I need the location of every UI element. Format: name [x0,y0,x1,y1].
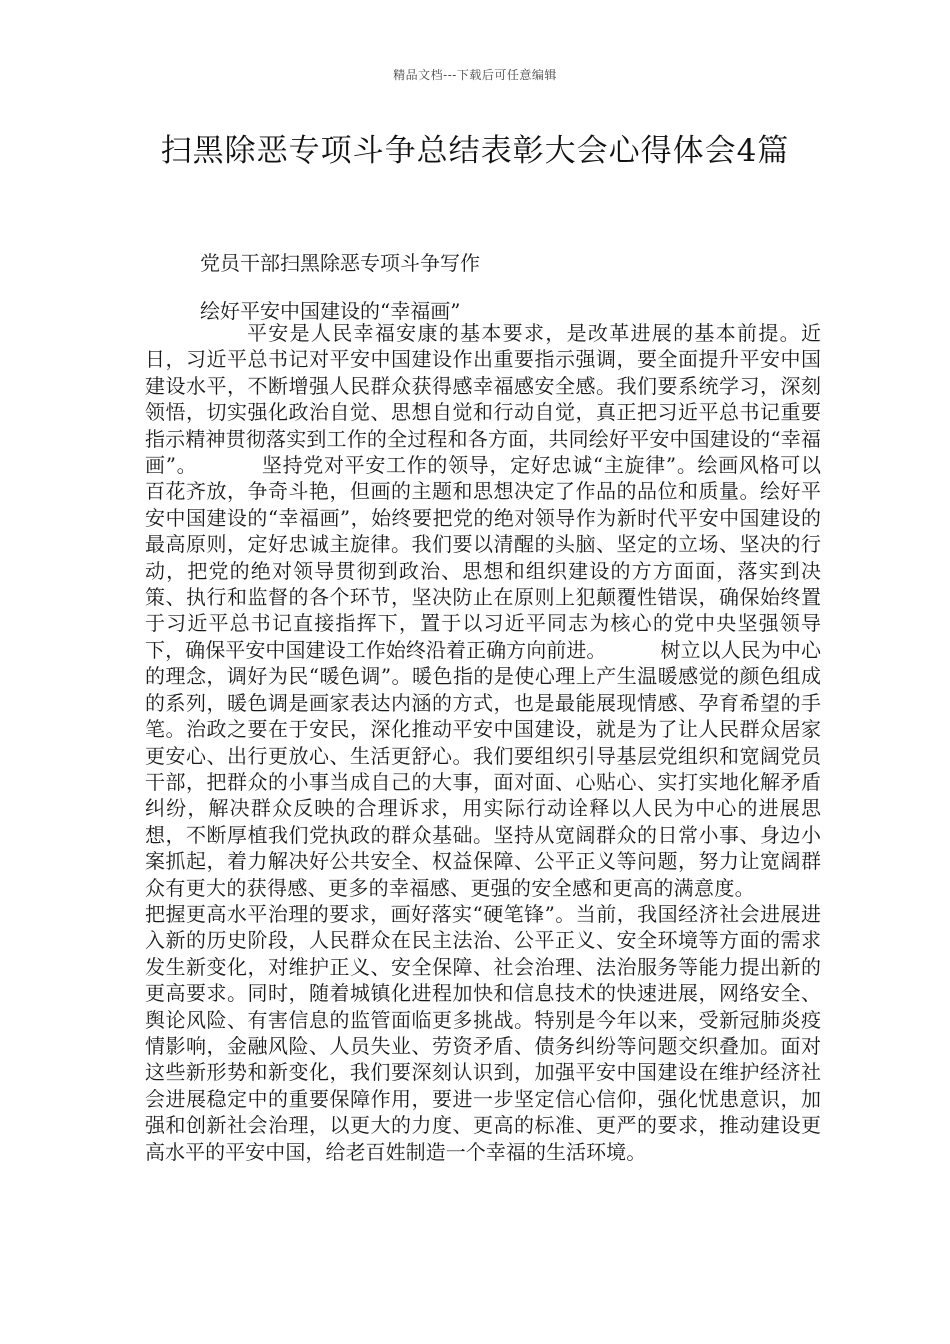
page-header: 精品文档---下载后可任意编辑 [393,68,557,82]
paragraph-2: 坚持党对平安工作的领导，定好忠诚“主旋律”。绘画风格可以百花齐放，争奇斗艳，但画的主题和思想决定了作品的品位和质量。绘好平安中国建设的“幸福画”，始终要把党的绝对领导作为新时代平安中国建设的最高原则，定好忠诚主旋律。我们要以清醒的头脑、坚定的立场、坚决的行动，把党的绝对领导贯彻到政治、思想和组织建设的方方面面，落实到决策、执行和监督的各个环节，坚决防止在原则上犯颠覆性错误，确保始终置于习近平总书记直接指挥下，置于以习近平同志为核心的党中央坚强领导下，确保平安中国建设工作始终沿着正确方向前进。 [145,453,821,662]
section-title: 绘好平安中国建设的“幸福画” [200,299,461,323]
paragraph-4: 把握更高水平治理的要求，画好落实“硬笔锋”。当前，我国经济社会进展进入新的历史阶段，人民群众在民主法治、公平正义、安全环境等方面的需求发生新变化，对维护正义、安全保障、社会治理、法治服务等能力提出新的更高要求。同时，随着城镇化进程加快和信息技术的快速进展，网络安全、舆论风险、有害信息的监管面临更多挑战。特别是今年以来，受新冠肺炎疫情影响，金融风险、人员失业、劳资矛盾、债务纠纷等问题交织叠加。面对这些新形势和新变化，我们要深刻认识到，加强平安中国建设在维护经济社会进展稳定中的重要保障作用，要进一步坚定信心信仰，强化忧患意识，加强和创新社会治理，以更大的力度、更高的标准、更严的要求，推动建设更高水平的平安中国，给老百姓制造一个幸福的生活环境。 [145,901,821,1164]
body-text [145,320,821,1165]
paragraph-3: 树立以人民为中心的理念，调好为民“暖色调”。暖色指的是使心理上产生温暖感觉的颜色组成的系列，暖色调是画家表达内涵的方式，也是最能展现情感、孕育希望的手笔。治政之要在于安民，深化推动平安中国建设，就是为了让人民群众居家更安心、出行更放心、生活更舒心。我们要组织引导基层党组织和宽阔党员干部，把群众的小事当成自己的大事，面对面、心贴心、实打实地化解矛盾纠纷，解决群众反映的合理诉求，用实际行动诠释以人民为中心的进展思想，不断厚植我们党执政的群众基础。坚持从宽阔群众的日常小事、身边小案抓起，着力解决好公共安全、权益保障、公平正义等问题，努力让宽阔群众有更大的获得感、更多的幸福感、更强的安全感和更高的满意度。 [145,637,821,900]
paragraph-1: 平安是人民幸福安康的基本要求，是改革进展的基本前提。近日，习近平总书记对平安中国建设作出重要指示强调，要全面提升平安中国建设水平，不断增强人民群众获得感幸福感安全感。我们要系统学习，深刻领悟，切实强化政治自觉、思想自觉和行动自觉，真正把习近平总书记重要指示精神贯彻落实到工作的全过程和各方面，共同绘好平安中国建设的“幸福画”。 [145,321,821,478]
document-title: 扫黑除恶专项斗争总结表彰大会心得体会4篇 [160,133,790,169]
document-subtitle: 党员干部扫黑除恶专项斗争写作 [200,251,480,275]
